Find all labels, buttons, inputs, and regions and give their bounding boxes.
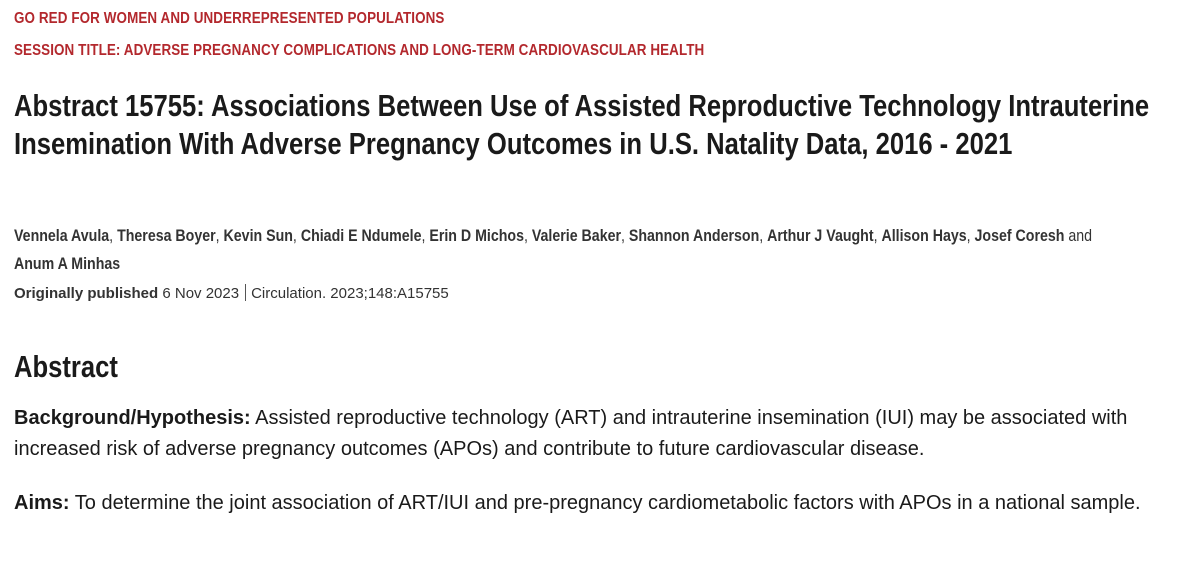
abstract-heading: Abstract [14, 350, 118, 384]
publication-info [14, 284, 449, 302]
author-link[interactable]: Theresa Boyer [117, 227, 216, 245]
author-link[interactable]: Shannon Anderson [628, 227, 760, 245]
author-link[interactable]: Valerie Baker [531, 227, 622, 245]
author-link[interactable]: Arthur J Vaught [767, 227, 874, 245]
author-and: and [1064, 227, 1093, 245]
background-label: Background/Hypothesis: [14, 407, 251, 429]
author-link[interactable]: Allison Hays [881, 227, 967, 245]
author-link[interactable]: Erin D Michos [429, 227, 524, 245]
aims-paragraph [14, 488, 1190, 519]
author-separator: , [215, 227, 224, 245]
author-link[interactable]: Kevin Sun [223, 227, 293, 245]
author-link[interactable]: Josef Coresh [974, 227, 1065, 245]
author-list [14, 222, 1132, 278]
background-paragraph [14, 403, 1190, 465]
article-title: Abstract 15755: Associations Between Use of Assisted Reproductive Technology Intrauterine Insemination With Adverse Pregnancy Outcomes in U.S. Natality Data, 2016 - 2021 [14, 89, 1150, 161]
author-separator: , [109, 227, 118, 245]
published-label: Originally published [14, 285, 159, 302]
author-link[interactable]: Vennela Avula [14, 227, 110, 245]
session-title[interactable]: SESSION TITLE: ADVERSE PREGNANCY COMPLICATIONS AND LONG-TERM CARDIOVASCULAR HEALTH [14, 42, 705, 59]
author-separator: , [966, 227, 975, 245]
background-text: Assisted reproductive technology (ART) and intrauterine insemination (IUI) may be associated with increased risk of adverse pregnancy outcomes (APOs) and contribute to future cardiovascular disease. [14, 407, 1128, 460]
author-separator: , [759, 227, 768, 245]
author-separator: , [292, 227, 301, 245]
author-separator: , [421, 227, 430, 245]
publication-divider [245, 284, 246, 301]
author-link[interactable]: Anum A Minhas [14, 255, 121, 273]
author-separator: , [621, 227, 629, 245]
citation[interactable]: Circulation. 2023;148:A15755 [251, 285, 449, 302]
aims-text: To determine the joint association of ART/IUI and pre-pregnancy cardiometabolic factors with APOs in a national sample. [69, 492, 1141, 514]
aims-label: Aims: [14, 492, 70, 514]
author-link[interactable]: Chiadi E Ndumele [300, 227, 422, 245]
author-separator: , [873, 227, 882, 245]
category-label[interactable]: GO RED FOR WOMEN AND UNDERREPRESENTED POPULATIONS [14, 10, 445, 27]
published-date: 6 Nov 2023 [162, 285, 240, 302]
author-separator: , [523, 227, 532, 245]
